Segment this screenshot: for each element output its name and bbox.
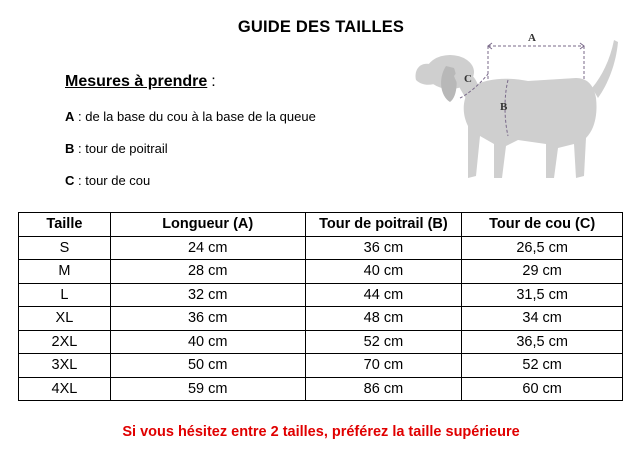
measure-key-c: C xyxy=(65,173,75,188)
cell-length: 50 cm xyxy=(110,354,305,378)
cell-neck: 52 cm xyxy=(462,354,623,378)
measure-text-a: : de la base du cou à la base de la queue xyxy=(74,109,316,124)
cell-length: 59 cm xyxy=(110,377,305,401)
label-b: B xyxy=(500,101,508,113)
cell-chest: 70 cm xyxy=(305,354,462,378)
cell-size: 3XL xyxy=(19,354,111,378)
label-a: A xyxy=(528,32,536,44)
measure-text-b: : tour de poitrail xyxy=(74,141,168,156)
measure-text-c: : tour de cou xyxy=(74,173,151,188)
cell-chest: 86 cm xyxy=(305,377,462,401)
header-length: Longueur (A) xyxy=(110,213,305,237)
measures-heading-text: Mesures à prendre xyxy=(65,73,208,90)
measures-heading-colon: : xyxy=(211,73,216,90)
cell-neck: 26,5 cm xyxy=(462,236,623,260)
measure-key-b: B xyxy=(65,141,75,156)
dog-silhouette xyxy=(416,40,618,178)
cell-neck: 34 cm xyxy=(462,307,623,331)
cell-size: M xyxy=(19,260,111,284)
cell-chest: 48 cm xyxy=(305,307,462,331)
page-title: GUIDE DES TAILLES xyxy=(237,18,405,36)
cell-length: 36 cm xyxy=(110,307,305,331)
header-chest: Tour de poitrail (B) xyxy=(305,213,462,237)
size-advice-note: Si vous hésitez entre 2 tailles, préférez la taille supérieure xyxy=(122,424,520,440)
table-row xyxy=(19,307,623,331)
cell-length: 24 cm xyxy=(110,236,305,260)
table-row xyxy=(19,354,623,378)
dog-measurement-diagram xyxy=(408,26,624,186)
cell-neck: 36,5 cm xyxy=(462,330,623,354)
cell-neck: 60 cm xyxy=(462,377,623,401)
table-row xyxy=(19,283,623,307)
cell-size: 4XL xyxy=(19,377,111,401)
cell-length: 28 cm xyxy=(110,260,305,284)
header-neck: Tour de cou (C) xyxy=(462,213,623,237)
header-size: Taille xyxy=(19,213,111,237)
measure-line-a xyxy=(65,109,316,124)
label-c: C xyxy=(464,73,472,85)
measure-line-b xyxy=(65,141,168,156)
cell-chest: 44 cm xyxy=(305,283,462,307)
measure-key-a: A xyxy=(65,109,75,124)
cell-chest: 40 cm xyxy=(305,260,462,284)
size-table xyxy=(18,212,623,401)
table-row xyxy=(19,236,623,260)
cell-chest: 52 cm xyxy=(305,330,462,354)
table-row xyxy=(19,330,623,354)
cell-size: XL xyxy=(19,307,111,331)
table-header-row xyxy=(19,213,623,237)
measures-heading xyxy=(65,73,216,91)
table-row xyxy=(19,377,623,401)
cell-neck: 31,5 cm xyxy=(462,283,623,307)
cell-length: 40 cm xyxy=(110,330,305,354)
cell-size: 2XL xyxy=(19,330,111,354)
cell-size: S xyxy=(19,236,111,260)
measure-line-c xyxy=(65,173,150,188)
cell-length: 32 cm xyxy=(110,283,305,307)
table-row xyxy=(19,260,623,284)
cell-neck: 29 cm xyxy=(462,260,623,284)
cell-size: L xyxy=(19,283,111,307)
cell-chest: 36 cm xyxy=(305,236,462,260)
